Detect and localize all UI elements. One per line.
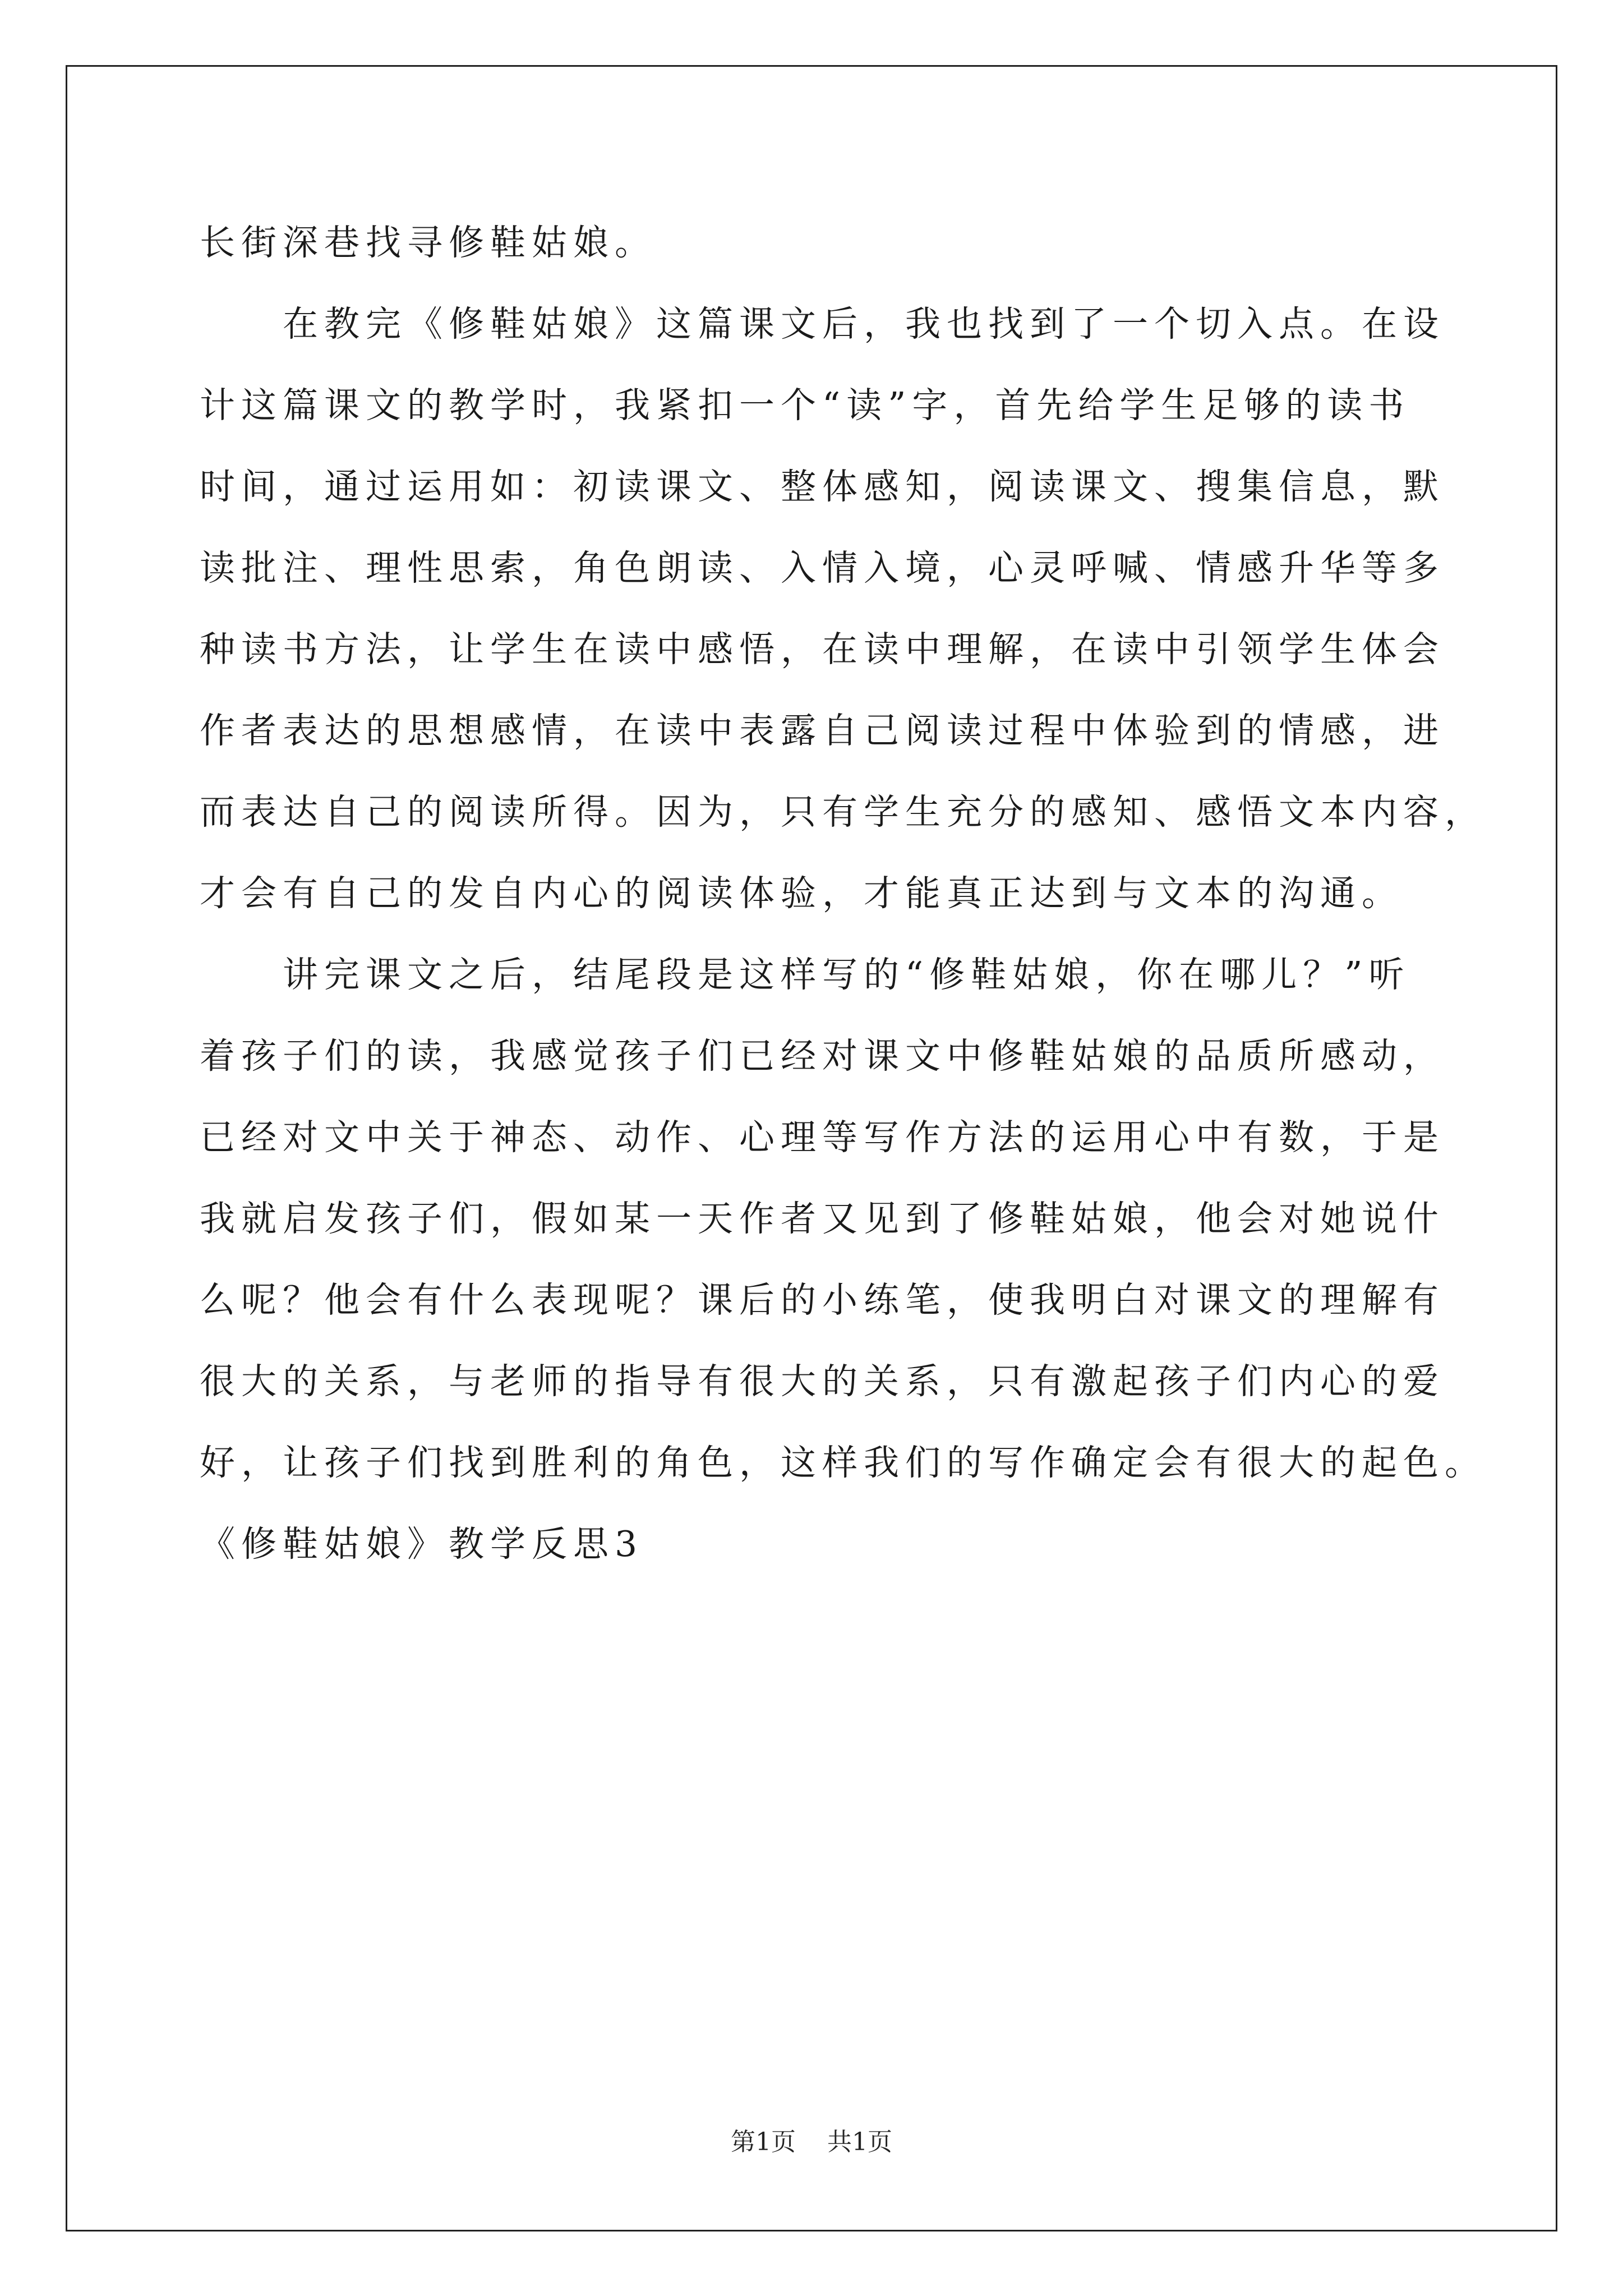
text-line: 作者表达的思想感情，在读中表露自己阅读过程中体验到的情感，进 <box>200 710 1445 751</box>
text-line: 我就启发孩子们，假如某一天作者又见到了修鞋姑娘，他会对她说什 <box>200 1198 1445 1239</box>
text-line: 么呢？他会有什么表现呢？课后的小练笔，使我明白对课文的理解有 <box>200 1280 1445 1320</box>
document-body <box>200 202 1486 1585</box>
paragraph-start-line: 在教完《修鞋姑娘》这篇课文后，我也找到了一个切入点。在设 <box>283 303 1445 344</box>
text-line: 计这篇课文的教学时，我紧扣一个“读”字，首先给学生足够的读书 <box>200 385 1410 426</box>
text-line: 读批注、理性思索，角色朗读、入情入境，心灵呼喊、情感升华等多 <box>200 547 1445 588</box>
section-heading: 《修鞋姑娘》教学反思3 <box>200 1524 644 1565</box>
page-footer <box>0 2122 1623 2157</box>
paragraph-start-line: 讲完课文之后，结尾段是这样写的“修鞋姑娘，你在哪儿？”听 <box>283 954 1410 995</box>
text-line: 而表达自己的阅读所得。因为，只有学生充分的感知、感悟文本内容， <box>200 792 1486 832</box>
text-line: 种读书方法，让学生在读中感悟，在读中理解，在读中引领学生体会 <box>200 629 1445 670</box>
text-line: 已经对文中关于神态、动作、心理等写作方法的运用心中有数，于是 <box>200 1117 1445 1158</box>
text-line: 时间，通过运用如：初读课文、整体感知，阅读课文、搜集信息，默 <box>200 466 1445 507</box>
page-number: 第1页 <box>731 2128 796 2156</box>
text-line: 才会有自己的发自内心的阅读体验，才能真正达到与文本的沟通。 <box>200 873 1403 914</box>
text-line: 好，让孩子们找到胜利的角色，这样我们的写作确定会有很大的起色。 <box>200 1442 1486 1483</box>
text-line: 着孩子们的读，我感觉孩子们已经对课文中修鞋姑娘的品质所感动， <box>200 1036 1445 1076</box>
page-total: 共1页 <box>827 2128 892 2156</box>
text-line: 长街深巷找寻修鞋姑娘。 <box>200 222 656 263</box>
text-line: 很大的关系，与老师的指导有很大的关系，只有激起孩子们内心的爱 <box>200 1361 1445 1402</box>
